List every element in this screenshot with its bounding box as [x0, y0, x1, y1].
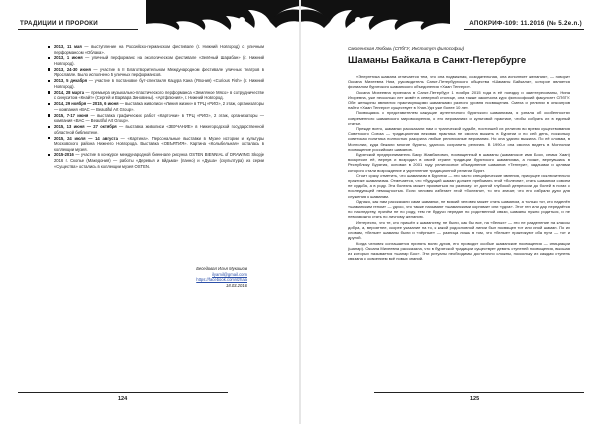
- entry-text: — участие в постановке бут-спектакля Кацура Кана (Япония) «Curious Fish» (г. Нижний Новгород).: [54, 78, 264, 89]
- chronology-list: [48, 44, 264, 169]
- entry-text: — выставка живописи «ЗВУЧАНИЕ» в Нижегородской государственной областной библиотеке.: [54, 124, 264, 135]
- footer-rule-right: [374, 392, 584, 393]
- list-item: [48, 113, 264, 124]
- email-link[interactable]: ilyamil@gmail.com: [212, 271, 247, 277]
- article-paragraph: Посвящаясь с представителем кажущие аутентичного бурятского шаманизма, я узнала об особенностях современного шаманского мировоззрения, о его верованиях и культовой практике, чтобы собрать их в единый статье.: [348, 110, 570, 126]
- list-item: [48, 55, 264, 66]
- bullet-icon: [48, 154, 50, 156]
- bullet-icon: [48, 103, 50, 105]
- bullet-icon: [48, 68, 50, 70]
- entry-date: 2013, 1 июня: [54, 55, 83, 61]
- entry-date: 2014, 29 ноября — 2015, 6 июня: [54, 101, 119, 107]
- list-item: [48, 136, 264, 153]
- entry-text: — уличный перформанс на экологическом фестивале «Зелёный Шарабан» (г. Нижний Новгород).: [54, 55, 264, 66]
- list-item: [48, 101, 264, 112]
- bullet-icon: [48, 114, 50, 116]
- bullet-icon: [48, 80, 50, 82]
- running-head-left: ТРАДИЦИИ И ПРОРОКИ: [20, 20, 99, 27]
- running-head-right: АПОКРИФ-109: 11.2016 (№ 5.2e.n.): [469, 20, 582, 27]
- entry-date: 2013, 5 декабря: [54, 78, 88, 84]
- ornament-top-left-page: [146, 0, 300, 30]
- page-number-right: 125: [470, 396, 480, 402]
- list-item: [48, 152, 264, 169]
- interview-signature: [196, 266, 247, 288]
- article-paragraph: «Энергетика шамана отличается тем, что она подвижная, созидательная, она исполняет желания», — говорит Оксана Михеевна Ним, руководитель Санкт-Петербургского общества «Шаманы Байкала», которое является филиалом бурятского шаманского объединения «Хаан Тенгери».: [348, 74, 570, 90]
- header-rule-left: [18, 29, 138, 30]
- entry-text: — «Картина». Персональные выставки в Музее истории и культуры Московского района Нижнего Новгорода. Выставка «ОБЪЯТИЯ». Картина «Колыбельная» осталась в коллекции музея.: [54, 135, 264, 152]
- entry-text: — выставка живописи «Линия жизни» в ТРЦ «РИО», 2 этаж, организаторы — компания «BAC — Beautiful Art Group».: [54, 101, 264, 112]
- article-paragraph: Когда человек соглашается принять волю духов, его проводят особые шаманские посвящения — инициации (шанар). Оксана Михеевна рассказала, что в бурятской традиции существует девять ступеней посвящения, высшая из которых называется «шанар Боо». Эти ритуалы необходимы достаточно сложны, поскольку их каждая ступень связана с освоением всё новых знаний.: [348, 240, 570, 262]
- bullet-icon: [48, 57, 50, 59]
- entry-text: — участие в II Благотворительном Международном фестивале уличных театров в Ярославле. Было исполнено 5 уличных перформансов.: [54, 66, 264, 78]
- list-item: [48, 78, 264, 89]
- bullet-icon: [48, 126, 50, 128]
- article-author: Смоленская Любовь (СПбГУ, Институт философии): [348, 46, 465, 51]
- signature-date: 18.03.2016: [226, 282, 247, 288]
- article-paragraph: Оксана Михеевна приехала в Санкт-Петербург 1 ноября 2015 года в её поездку и заинтересованы, Нина Игоревна, уже несколько лет живёт в северной столице, она также закончила курс философский факультет СПбГУ. Обе женщины являются практикующими шаманками разного уровня посвящения. Смеха и религии в онкоигров найти «Хаан Тенгери» существует в Улан-Удэ уже более 10 лет.: [348, 89, 570, 111]
- list-item: [48, 124, 264, 135]
- page-number-left: 124: [118, 396, 128, 402]
- article-paragraph: Однако, как нам рассказали сами шаманки, не всякий человек может стать шаманом, а только тот, кто наделён «шаманским геном» — удхоо, что также называют «шаманскими корнями» или «удха». Этот ген или дар передаётся по наследству, причём не по роду, тем не будучи передан по родственной связи, шаманы нужно родиться, и не невозможно стать по личному желанию.: [348, 198, 570, 220]
- entry-date: 2015, 13 июня — 27 октября: [54, 124, 117, 130]
- book-gutter: [299, 0, 301, 424]
- entry-text: — премьера музыкально-пластического перформанса «Земляное Мясо» в сотрудничестве с синуситом «Кнайт» (Сергей и Варвара Зиновины). «Артфлюния», г. Нижний Новгород.: [54, 89, 264, 101]
- article-body: [348, 74, 570, 261]
- list-item: [48, 44, 264, 55]
- bullet-icon: [48, 46, 50, 48]
- list-item: [48, 90, 264, 101]
- entry-date: 2015, 7-17 июня: [54, 112, 89, 118]
- interviewer-line: Беседовал Илья Мукашов: [196, 266, 247, 271]
- article-paragraph: Стоит сразу отметить, что шаманизм в Бурятии — это часто специфические явления, присущее исключительно практике шаманизма. Отмечается, что «будущий шаман должен пребывать этой «болезни», стать шаманом совсем не судьба, а в роду. Эта болезнь может проявиться по разному: от долгой глубокой депрессии до болей в ногах с последующей немощностью. Если человек избегает этой «болезни», то это значит, что его избрали духи для служения к шаманам.: [348, 172, 570, 199]
- article-paragraph: Интересно, что те, кто пришёл к шаманству, не были, как бы все, на «белых» — это не разделение на классы добра, а, вероятнее, скорее указание на то, к какой родословной линии был посвящен тот или иной шаман. По их словам, «белые» шаманы были и «чёрные» — разница лишь в том, что «белые» практикуют оба пути — тот и другой.: [348, 219, 570, 241]
- bullet-icon: [48, 137, 50, 139]
- header-rule-right: [464, 29, 584, 30]
- footer-rule-left: [18, 392, 228, 393]
- right-page: [300, 0, 600, 424]
- entry-date: 2014, 28 марта: [54, 89, 85, 95]
- article-paragraph: Прежде всего, шаманки рассказали нам о трагической судьбе, постигшей их религию во время существования Советского Союза — традиционная вековая практика не смогла выжить в Бурятии и по сей день, поскольку советская политика полностью разорила любые религиозные верования. Но она удачно выжила. По её словам, в Монголии, куда бежали многие буряты, удалось сохранить религию. В 1990-х она смогла видеть в Монголии посвящение российских шаманов.: [348, 126, 570, 152]
- entry-text: — участие в конкурсе международной биеннале рисунка OSTEN BIENNIAL of DRAWING Skopje 2016 г. Скопье (Македония) — работы «Деревья и вйдьма» (панно) и «Душа» (скульптура) из серии «Существа» остались в коллекции музея OSTEN.: [54, 152, 264, 169]
- article-paragraph: Бурятский предприниматель Баир Жамбалович, посвященный в шаманы (шаманское имя Боох, семья Хаан) воскресил её, вернув и возродил в своей стране традиции бурятского шаманизма, а позже, вернувшись в Республику Бурятия, основал в 2001 году религиозное объединение шаманов «Тенгери», задачами и целями которого стали возрождение и укрепление традиционной религии Бурят.: [348, 152, 570, 173]
- entry-text: — выставка графических работ «Карточки» в ТРЦ «РИО», 2 этаж, организаторы — компания «BAC — Beautiful Art Group».: [54, 112, 265, 124]
- entry-text: — выступление на Российско-германском фестивале (г. Нижний Новгород) с уличным перформансом «Облака».: [54, 44, 264, 55]
- entry-date: 2013, 11 мая: [54, 44, 82, 49]
- facebook-link[interactable]: https://facebook.com/ilzhaa: [196, 277, 247, 283]
- bullet-icon: [48, 91, 50, 93]
- entry-date: 2015, 24 июля — 14 августа: [54, 135, 118, 141]
- entry-date: 2013, 24-30 июня: [54, 66, 91, 72]
- entry-date: 2015-2016: [54, 152, 74, 158]
- ornament-top-right-page: [300, 0, 450, 30]
- article-title: Шаманы Байкала в Санкт-Петербурге: [348, 55, 527, 66]
- list-item: [48, 67, 264, 78]
